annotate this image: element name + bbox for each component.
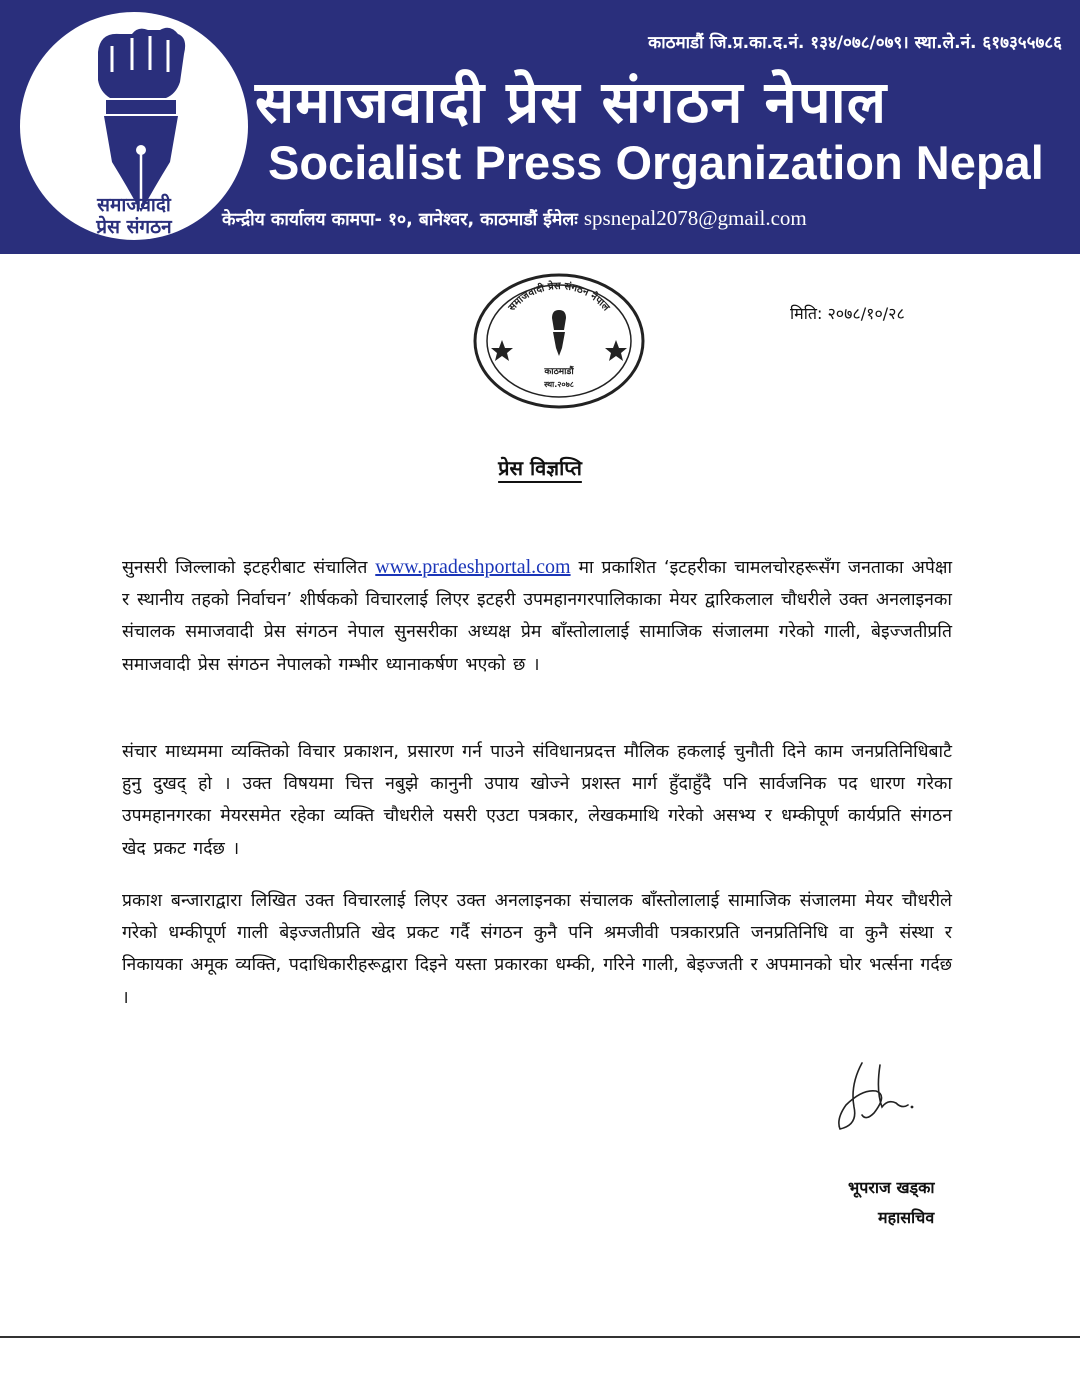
document-date: मिति: २०७८/१०/२८: [790, 304, 905, 323]
registration-number: काठमाडौं जि.प्र.का.द.नं. १३४/०७८/०७९। स्था.ले.नं. ६१७३५५७८६: [648, 33, 1062, 53]
logo-text-line1: समाजवादी: [97, 194, 171, 216]
body-paragraph-1: [122, 551, 952, 681]
svg-text:समाजवादी प्रेस संगठन नेपाल: [506, 279, 612, 314]
organization-name-english: Socialist Press Organization Nepal: [268, 136, 1044, 189]
signatory-name: भूपराज खड्का: [848, 1178, 935, 1197]
seal-arc-text: समाजवादी प्रेस संगठन नेपाल: [506, 280, 612, 314]
organization-name-nepali: समाजवादी प्रेस संगठन नेपाल: [255, 68, 888, 136]
address-line: [222, 206, 807, 231]
star-icon: [491, 340, 513, 361]
document-title: [0, 454, 1080, 481]
paragraph-1-rest: मा प्रकाशित ‘इटहरीका चामलचोरहरूसँग जनताका अपेक्षा र स्थानीय तहको निर्वाचन’ शीर्षकको विचारलाई लिएर इटहरी उपमहानगरपालिकाका मेयर द्वारिकलाल चौधरीले उक्त अनलाइनका संचालक समाजवादी प्रेस संगठन नेपाल सुनसरीका अध्यक्ष प्रेम बाँस्तोलालाई सामाजिक संजालमा गरेको गाली, बेइज्जतीप्रति समाजवादी प्रेस संगठन नेपालको गम्भीर ध्यानाकर्षण भएको छ ।: [122, 558, 953, 675]
paragraph-1-intro: सुनसरी जिल्लाको इटहरीबाट संचालित: [122, 558, 368, 578]
body-paragraph-3: प्रकाश बन्जाराद्वारा लिखित उक्त विचारलाई लिएर उक्त अनलाइनका संचालक बाँस्तोलालाई सामाजिक संजालमा मेयर चौधरीले गरेको धम्कीपूर्ण गाली बेइज्जतीप्रति खेद प्रकट गर्दै संगठन कुनै पनि श्रमजीवी पत्रकारप्रति जनप्रतिनिधि वा कुनै संस्था र निकायका अमूक व्यक्ति, पदाधिकारीहरूद्वारा दिइने यस्ता प्रकारका धम्की, गरिने गाली, बेइज्जती र अपमानको घोर भर्त्सना गर्दछ ।: [122, 891, 952, 1008]
footer-divider: [0, 1336, 1080, 1338]
star-icon: [605, 340, 627, 361]
handwritten-signature: [832, 1055, 918, 1135]
news-portal-link[interactable]: www.pradeshportal.com: [375, 556, 571, 578]
body-paragraph-2: संचार माध्यममा व्यक्तिको विचार प्रकाशन, प्रसारण गर्न पाउने संविधानप्रदत्त मौलिक हकलाई चुनौती दिने काम जनप्रतिनिधिबाटै हुनु दुखद् हो । उक्त विषयमा चित्त नबुझे कानुनी उपाय खोज्ने प्रशस्त मार्ग हुँदाहुँदै पनि सार्वजनिक पद धारण गरेका उपमहानगरका मेयरसमेत रहेका व्यक्ति चौधरीले यसरी एउटा पत्रकार, लेखकमाथि गरेको असभ्य र धम्कीपूर्ण कार्यप्रति संगठन खेद प्रकट गर्दछ ।: [122, 742, 952, 859]
organization-logo: [20, 12, 248, 240]
press-release-heading: प्रेस विज्ञप्ति: [498, 456, 582, 480]
logo-text-line2: प्रेस संगठन: [96, 216, 172, 238]
seal-established-text: स्था.२०७८: [544, 380, 574, 389]
signatory-title: महासचिव: [878, 1208, 935, 1227]
official-seal-stamp: [470, 270, 648, 412]
seal-city-text: काठमाडौं: [544, 367, 574, 377]
office-address: केन्द्रीय कार्यालय कामपा- १०, बानेश्वर, काठमाडौं ईमेलः: [222, 210, 578, 230]
email-address: spsnepal2078@gmail.com: [583, 206, 807, 230]
letterhead-banner: [0, 0, 1080, 254]
